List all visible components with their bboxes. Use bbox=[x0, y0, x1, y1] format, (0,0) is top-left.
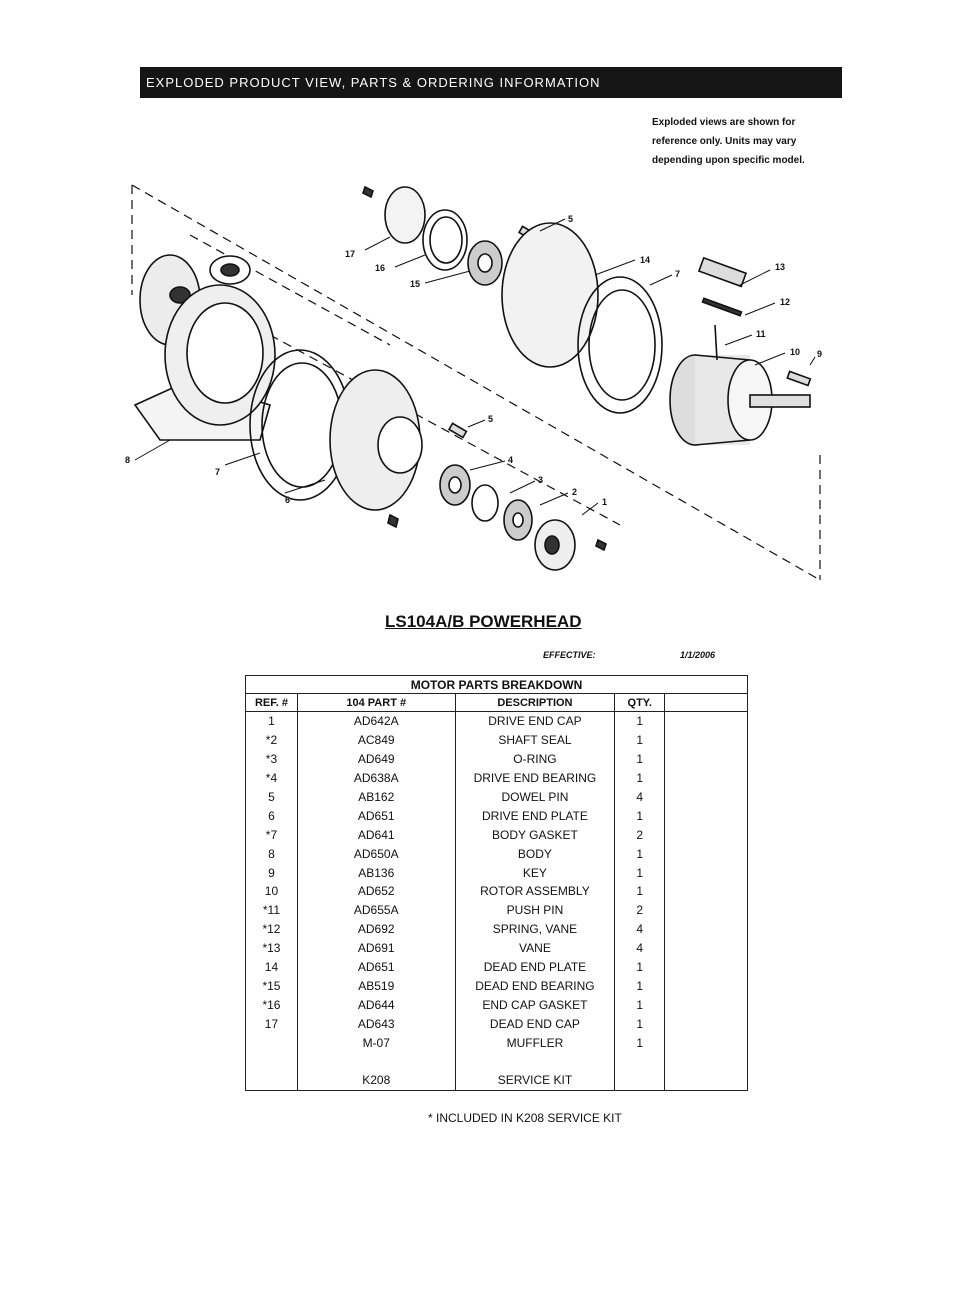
table-cell: *11 bbox=[246, 901, 298, 920]
push-pin-shape bbox=[715, 325, 717, 360]
table-cell: M-07 bbox=[297, 1033, 455, 1052]
table-cell: 1 bbox=[615, 712, 665, 731]
exploded-view-diagram bbox=[120, 175, 840, 595]
table-cell: AD650A bbox=[297, 844, 455, 863]
table-cell: MUFFLER bbox=[455, 1033, 615, 1052]
table-cell: 1 bbox=[615, 1014, 665, 1033]
effective-date: 1/1/2006 bbox=[680, 650, 716, 660]
o-ring-shape bbox=[472, 485, 498, 521]
table-cell: 2 bbox=[615, 901, 665, 920]
callout-label: 6 bbox=[285, 495, 291, 505]
table-cell bbox=[665, 825, 748, 844]
rotor-assembly-shape bbox=[670, 355, 810, 445]
table-row bbox=[246, 825, 748, 844]
table-cell bbox=[665, 958, 748, 977]
column-header: REF. # bbox=[246, 694, 298, 712]
parts-table bbox=[245, 675, 748, 1091]
spring-vane-shape bbox=[703, 298, 742, 315]
table-row bbox=[246, 863, 748, 882]
vane-shape bbox=[699, 258, 746, 287]
column-header: 104 PART # bbox=[297, 694, 455, 712]
table-cell: BODY bbox=[455, 844, 615, 863]
table-cell bbox=[665, 920, 748, 939]
callout-label: 14 bbox=[640, 255, 651, 265]
table-cell: AD638A bbox=[297, 769, 455, 788]
table-row bbox=[246, 731, 748, 750]
table-cell: SPRING, VANE bbox=[455, 920, 615, 939]
callout-label: 15 bbox=[410, 279, 421, 289]
table-cell: AB162 bbox=[297, 788, 455, 807]
table-cell bbox=[455, 1052, 615, 1071]
table-cell: AB136 bbox=[297, 863, 455, 882]
table-cell: VANE bbox=[455, 939, 615, 958]
table-cell: AD642A bbox=[297, 712, 455, 731]
table-cell bbox=[665, 788, 748, 807]
table-row bbox=[246, 958, 748, 977]
table-cell bbox=[246, 1071, 298, 1090]
table-cell bbox=[665, 882, 748, 901]
table-cell: 4 bbox=[615, 920, 665, 939]
table-cell: 1 bbox=[615, 882, 665, 901]
callout-label: 1 bbox=[602, 497, 608, 507]
table-row bbox=[246, 1014, 748, 1033]
table-cell bbox=[665, 1014, 748, 1033]
table-cell bbox=[665, 806, 748, 825]
table-cell: AD651 bbox=[297, 806, 455, 825]
table-cell bbox=[665, 939, 748, 958]
table-row bbox=[246, 976, 748, 995]
callout-label: 9 bbox=[817, 349, 823, 359]
table-cell: *4 bbox=[246, 769, 298, 788]
table-cell: DRIVE END PLATE bbox=[455, 806, 615, 825]
table-cell: DRIVE END BEARING bbox=[455, 769, 615, 788]
table-cell: ROTOR ASSEMBLY bbox=[455, 882, 615, 901]
table-cell: 2 bbox=[615, 825, 665, 844]
reference-note bbox=[652, 113, 842, 170]
table-cell: 8 bbox=[246, 844, 298, 863]
table-cell: 1 bbox=[615, 976, 665, 995]
column-header: QTY. bbox=[615, 694, 665, 712]
table-cell bbox=[615, 1071, 665, 1090]
table-cell bbox=[246, 1052, 298, 1071]
table-cell: 4 bbox=[615, 788, 665, 807]
table-cell: *15 bbox=[246, 976, 298, 995]
callout-label: 7 bbox=[215, 467, 221, 477]
table-row bbox=[246, 1052, 748, 1071]
table-cell: O-RING bbox=[455, 750, 615, 769]
table-row bbox=[246, 844, 748, 863]
table-cell: 1 bbox=[615, 958, 665, 977]
table-cell: DEAD END CAP bbox=[455, 1014, 615, 1033]
table-cell: AD649 bbox=[297, 750, 455, 769]
table-cell bbox=[665, 769, 748, 788]
table-cell: 14 bbox=[246, 958, 298, 977]
table-title: MOTOR PARTS BREAKDOWN bbox=[246, 676, 748, 694]
callout-label: 3 bbox=[538, 475, 544, 485]
table-cell bbox=[665, 976, 748, 995]
callout-label: 11 bbox=[756, 329, 766, 339]
table-cell: AD643 bbox=[297, 1014, 455, 1033]
table-cell: DEAD END PLATE bbox=[455, 958, 615, 977]
table-cell: 9 bbox=[246, 863, 298, 882]
note-line: depending upon specific model. bbox=[652, 155, 805, 166]
table-row bbox=[246, 920, 748, 939]
callout-label: 13 bbox=[775, 262, 786, 272]
table-cell bbox=[665, 844, 748, 863]
table-cell: AD691 bbox=[297, 939, 455, 958]
table-cell: 1 bbox=[615, 806, 665, 825]
table-cell: AC849 bbox=[297, 731, 455, 750]
table-cell: KEY bbox=[455, 863, 615, 882]
table-cell: AD655A bbox=[297, 901, 455, 920]
callout-label: 5 bbox=[488, 414, 494, 424]
table-cell bbox=[615, 1052, 665, 1071]
table-cell: AD652 bbox=[297, 882, 455, 901]
callout-label: 8 bbox=[125, 455, 131, 465]
table-cell: AD651 bbox=[297, 958, 455, 977]
table-cell: AD641 bbox=[297, 825, 455, 844]
table-cell: *2 bbox=[246, 731, 298, 750]
note-line: Exploded views are shown for bbox=[652, 117, 796, 128]
table-cell: 5 bbox=[246, 788, 298, 807]
callout-label: 7 bbox=[675, 269, 681, 279]
table-cell: AD644 bbox=[297, 995, 455, 1014]
effective-label: EFFECTIVE: bbox=[543, 650, 596, 660]
callout-label: 2 bbox=[572, 487, 578, 497]
table-cell bbox=[665, 1033, 748, 1052]
table-cell: SHAFT SEAL bbox=[455, 731, 615, 750]
table-cell bbox=[665, 863, 748, 882]
table-cell bbox=[665, 995, 748, 1014]
table-cell: 1 bbox=[615, 731, 665, 750]
table-row bbox=[246, 750, 748, 769]
table-cell: 1 bbox=[615, 750, 665, 769]
table-cell: 6 bbox=[246, 806, 298, 825]
table-cell: *7 bbox=[246, 825, 298, 844]
table-row bbox=[246, 806, 748, 825]
body-gasket-shape bbox=[578, 277, 662, 413]
column-header bbox=[665, 694, 748, 712]
table-cell: *13 bbox=[246, 939, 298, 958]
table-cell: BODY GASKET bbox=[455, 825, 615, 844]
table-cell bbox=[665, 731, 748, 750]
table-cell: 10 bbox=[246, 882, 298, 901]
table-cell: DOWEL PIN bbox=[455, 788, 615, 807]
key-shape bbox=[787, 371, 810, 385]
dead-end-plate-shape bbox=[502, 223, 598, 367]
table-cell: 1 bbox=[615, 863, 665, 882]
table-cell: 1 bbox=[246, 712, 298, 731]
note-line: reference only. Units may vary bbox=[652, 136, 797, 147]
table-cell: PUSH PIN bbox=[455, 901, 615, 920]
table-cell: 1 bbox=[615, 995, 665, 1014]
callout-label: 5 bbox=[568, 214, 574, 224]
table-cell: 4 bbox=[615, 939, 665, 958]
table-cell: DEAD END BEARING bbox=[455, 976, 615, 995]
table-cell: K208 bbox=[297, 1071, 455, 1090]
table-cell bbox=[665, 1052, 748, 1071]
table-cell: 1 bbox=[615, 844, 665, 863]
table-cell bbox=[665, 750, 748, 769]
table-cell bbox=[665, 1071, 748, 1090]
table-row bbox=[246, 1033, 748, 1052]
footnote: * INCLUDED IN K208 SERVICE KIT bbox=[428, 1111, 622, 1125]
table-row bbox=[246, 788, 748, 807]
table-row bbox=[246, 882, 748, 901]
table-cell bbox=[297, 1052, 455, 1071]
table-row bbox=[246, 939, 748, 958]
table-cell bbox=[665, 901, 748, 920]
callout-label: 10 bbox=[790, 347, 801, 357]
table-cell: END CAP GASKET bbox=[455, 995, 615, 1014]
page-title: LS104A/B POWERHEAD bbox=[385, 612, 582, 631]
table-cell: *12 bbox=[246, 920, 298, 939]
column-header: DESCRIPTION bbox=[455, 694, 615, 712]
table-cell: *16 bbox=[246, 995, 298, 1014]
callout-label: 4 bbox=[508, 455, 514, 465]
table-row bbox=[246, 1071, 748, 1090]
table-cell bbox=[246, 1033, 298, 1052]
table-row bbox=[246, 995, 748, 1014]
section-banner: EXPLODED PRODUCT VIEW, PARTS & ORDERING INFORMATION bbox=[140, 67, 842, 98]
table-cell: DRIVE END CAP bbox=[455, 712, 615, 731]
callout-label: 16 bbox=[375, 263, 386, 273]
dead-end-cap-shape bbox=[385, 187, 425, 243]
table-cell bbox=[665, 712, 748, 731]
table-cell: AD692 bbox=[297, 920, 455, 939]
table-cell: 17 bbox=[246, 1014, 298, 1033]
table-row bbox=[246, 901, 748, 920]
table-cell: AB519 bbox=[297, 976, 455, 995]
table-row bbox=[246, 712, 748, 731]
table-cell: 1 bbox=[615, 769, 665, 788]
table-row bbox=[246, 769, 748, 788]
table-cell: *3 bbox=[246, 750, 298, 769]
callout-label: 17 bbox=[345, 249, 356, 259]
table-cell: 1 bbox=[615, 1033, 665, 1052]
callout-label: 12 bbox=[780, 297, 791, 307]
table-cell: SERVICE KIT bbox=[455, 1071, 615, 1090]
dowel-pin-shape bbox=[449, 423, 466, 437]
pump-body-shape bbox=[135, 255, 275, 440]
